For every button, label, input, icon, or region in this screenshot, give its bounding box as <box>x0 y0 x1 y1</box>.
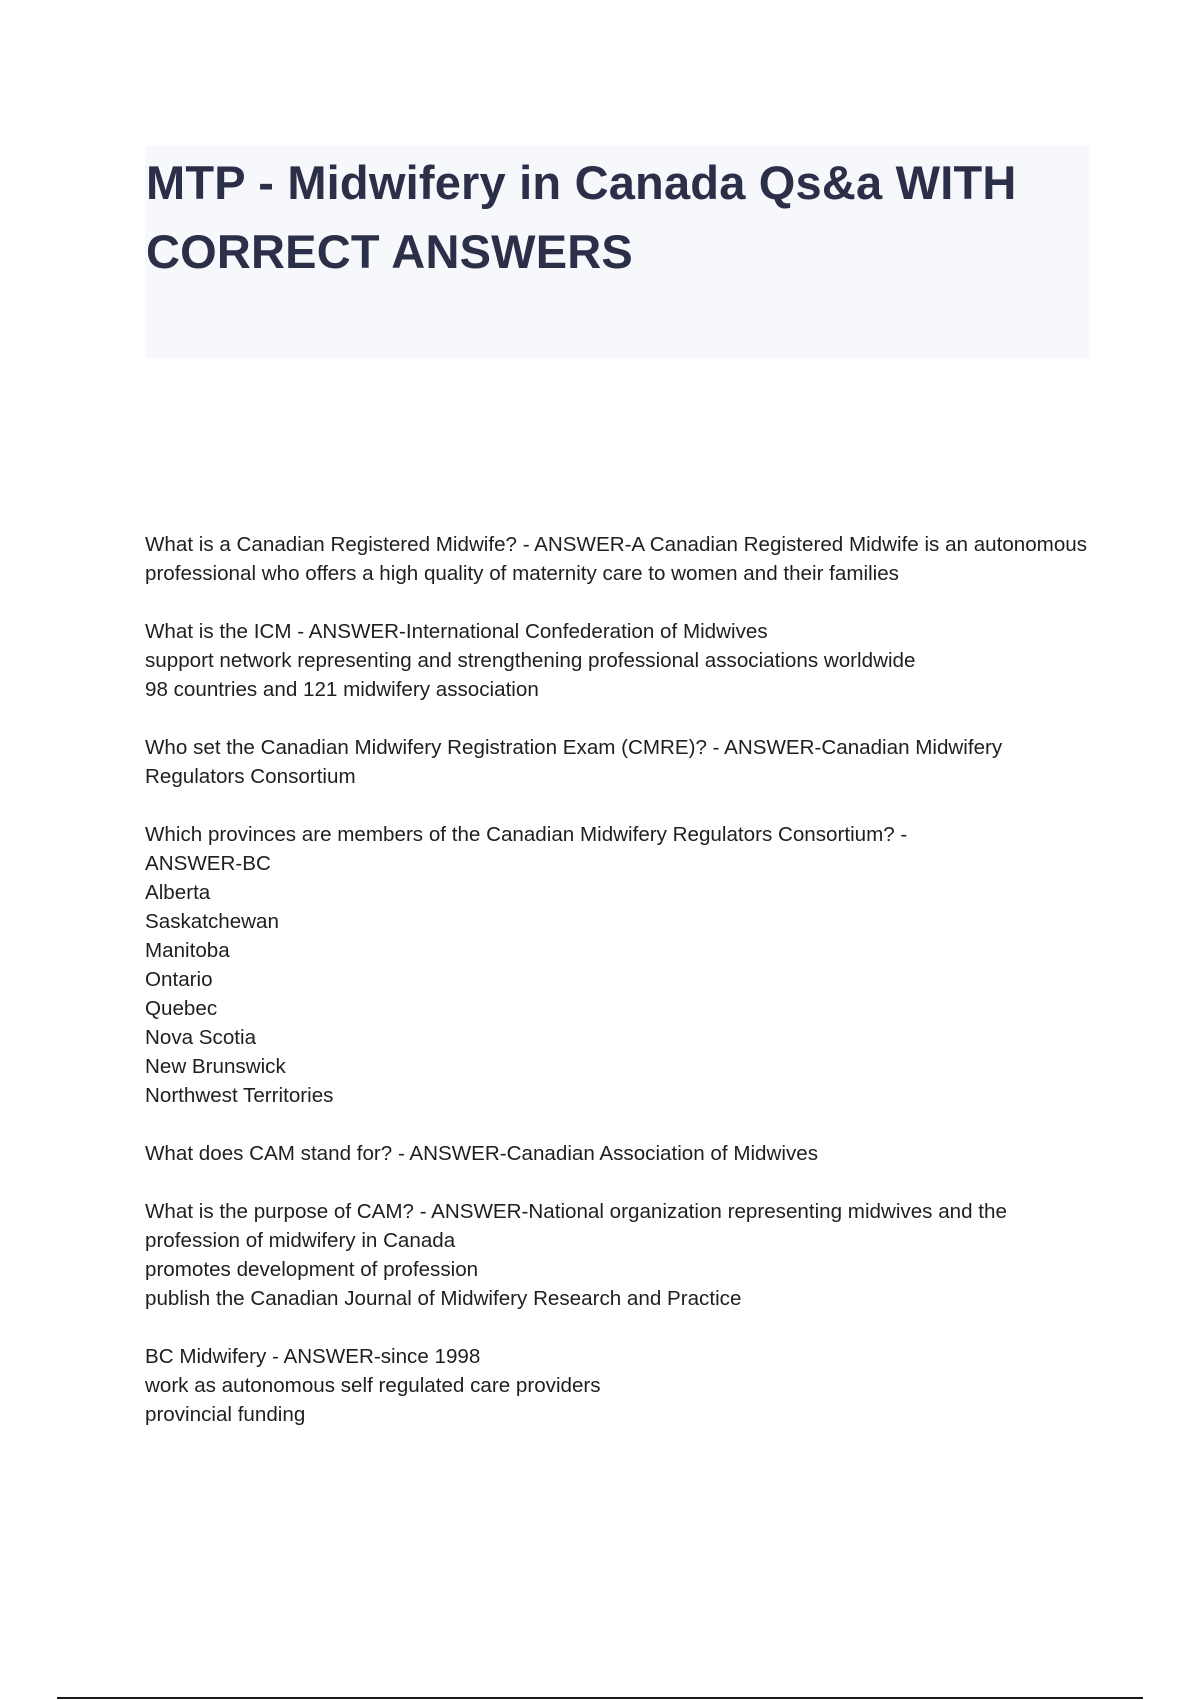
qa-item-consortium-provinces: Which provinces are members of the Canadian Midwifery Regulators Consortium? - ANSWER-BC Alberta Saskatchewan Manitoba Ontario Quebec Nova Scotia New Brunswick Northwest Territories <box>145 823 908 1107</box>
qa-item-registered-midwife: What is a Canadian Registered Midwife? - ANSWER-A Canadian Registered Midwife is an autonomous professional who offers a high quality of maternity care to women and their families <box>145 533 1088 585</box>
document-title: MTP - Midwifery in Canada Qs&a WITH CORRECT ANSWERS <box>146 156 1017 278</box>
page-bottom-rule <box>57 1697 1143 1699</box>
qa-list <box>145 530 1095 1458</box>
qa-item-cmre: Who set the Canadian Midwifery Registration Exam (CMRE)? - ANSWER-Canadian Midwifery Regulators Consortium <box>145 736 1003 788</box>
qa-item-bc-midwifery: BC Midwifery - ANSWER-since 1998 work as autonomous self regulated care providers provincial funding <box>145 1345 601 1426</box>
qa-item-icm: What is the ICM - ANSWER-International Confederation of Midwives support network representing and strengthening professional associations worldwide 98 countries and 121 midwifery association <box>145 620 916 701</box>
title-banner <box>145 146 1089 358</box>
qa-item-cam-purpose: What is the purpose of CAM? - ANSWER-National organization representing midwives and the profession of midwifery in Canada promotes development of profession publish the Canadian Journal of Midwifery Research and Practice <box>145 1200 1007 1310</box>
qa-item-cam-acronym: What does CAM stand for? - ANSWER-Canadian Association of Midwives <box>145 1142 819 1165</box>
